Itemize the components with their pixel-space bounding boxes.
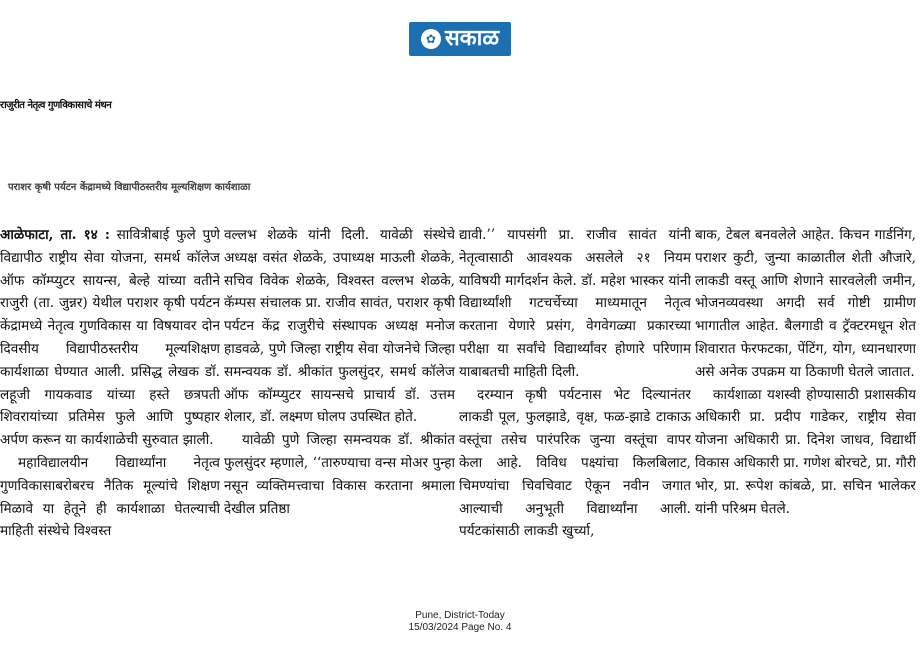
sakal-emblem-icon: ✿: [421, 29, 441, 49]
dateline: आळेफाटा, ता. १४ :: [0, 227, 110, 243]
article-body: [0, 224, 920, 584]
subheadline: पराशर कृषी पर्यटन केंद्रामध्ये विद्यापीठस्तरीय मूल्यशिक्षण कार्यशाळा: [8, 182, 251, 193]
masthead-name: सकाळ: [444, 26, 500, 51]
masthead-logo: [409, 22, 511, 56]
article-paragraph: यावेळी पुणे जिल्हा समन्वयक डॉ. श्रीकांत फुलसुंदर म्हणाले, ‘‘तारुण्याचा वन्स मोअर पुन्हा नसून व्यक्तिमत्त्वाचा विकास करताना श्रमाला देखील प्रतिष्ठा: [224, 432, 455, 517]
article-paragraph: बाक, टेबल बनवलेले आहेत. किचन गार्डनिंग, पराशर कुटी, जुन्या काळातील शेती औजारे, लाकडी वस्तू आणि शेणाने सारवलेली जमीन, भोजनव्यवस्था अगदी सर्व गोष्टी ग्रामीण भागातील आहेत. बैलगाडी व ट्रॅक्टरमधून शेत शिवारात फेरफटका, पेंटिंग, योग, ध्यानधारणा असे अनेक उपक्रम या ठिकाणी घेतले जातात.: [695, 227, 916, 380]
article-column-2: [224, 224, 455, 584]
article-column-3: [459, 224, 691, 584]
article-column-4: [695, 224, 916, 584]
article-paragraph: वल्लभ शेळके यांनी दिली. यावेळी संस्थेचे अध्यक्ष वसंत शेळके, उपाध्यक्ष माऊली शेळके, सचिव विवेक शेळके, विश्वस्त वल्लभ शेळके, कॅम्पस संचालक प्रा. राजीव सावंत, पराशर कृषी पर्यटन केंद्र राजुरीचे संस्थापक अध्यक्ष मनोज हाडवळे, पुणे जिल्हा राष्ट्रीय सेवा योजनेचे जिल्हा समन्वयक डॉ. श्रीकांत फुलसुंदर, समर्थ कॉलेज ऑफ कॉम्प्युटर सायन्सचे प्राचार्य डॉ. उत्तम शेलार, डॉ. लक्ष्मण घोलप उपस्थित होते.: [224, 227, 455, 426]
page-footer: [0, 610, 920, 634]
footer-edition: Pune, District-Today: [415, 610, 505, 621]
article-paragraph: कार्यशाळा यशस्वी होण्यासाठी प्रशासकीय अधिकारी प्रा. प्रदीप गाडेकर, राष्ट्रीय सेवा योजना अधिकारी प्रा. दिनेश जाधव, विद्यार्थी विकास अधिकारी प्रा. गणेश बोरचटे, प्रा. गौरी भोर, प्रा. रूपेश कांबळे, प्रा. सचिन भालेकर यांनी परिश्रम घेतले.: [695, 386, 916, 517]
article-paragraph: द्यावी.’’ यापसंगी प्रा. राजीव सावंत यांनी नेतृत्वासाठी आवश्यक असलेले २१ नियम याविषयी मार्गदर्शन केले. डॉ. महेश भास्कर यांनी विद्यार्थ्यांशी गटचर्चेच्या माध्यमातून नेतृत्व करताना येणारे प्रसंग, वेगवेगळ्या प्रकारच्या परीक्षा या सर्वांचे विद्यार्थ्यांवर होणारे परिणाम याबाबतची माहिती दिली.: [459, 227, 691, 380]
article-paragraph: [0, 224, 220, 452]
paragraph-text: सावित्रीबाई फुले पुणे विद्यापीठ राष्ट्रीय सेवा योजना, समर्थ कॉलेज ऑफ कॉम्प्युटर सायन्स, बेल्हे यांच्या वतीने राजुरी (ता. जुन्नर) येथील पराशर कृषी पर्यटन केंद्रामध्ये नेतृत्व गुणविकास या विषयावर दोन दिवसीय विद्यापीठस्तरीय मूल्यशिक्षण कार्यशाळा घेण्यात आली. प्रसिद्ध लेखक डॉ. लहूजी गायकवाड यांच्या हस्ते छत्रपती शिवरायांच्या प्रतिमेस फुले आणि पुष्पहार अर्पण करून या कार्यशाळेची सुरुवात झाली.: [0, 227, 220, 449]
article-paragraph: दरम्यान कृषी पर्यटनास भेट दिल्यानंतर लाकडी पूल, फुलझाडे, वृक्ष, फळ-झाडे टाकाऊ वस्तूंचा तसेच पारंपरिक जुन्या वस्तूंचा वापर केला आहे. विविध पक्ष्यांचा किलबिलाट, चिमण्यांचा चिवचिवाट ऐकून नवीन जगात आल्याची अनुभूती विद्यार्थ्यांना आली. पर्यटकांसाठी लाकडी खुर्च्या,: [459, 386, 691, 540]
footer-date-page: 15/03/2024 Page No. 4: [408, 622, 512, 633]
article-column-1: [0, 224, 220, 584]
headline: राजुरीत नेतृत्व गुणविकासाचे मंथन: [0, 100, 112, 111]
article-paragraph: महाविद्यालयीन विद्यार्थ्यांना नेतृत्व गुणविकासाबरोबरच नैतिक मूल्यांचे शिक्षण मिळावे या हेतूने ही कार्यशाळा घेतल्याची माहिती संस्थेचे विश्वस्त: [0, 454, 220, 540]
